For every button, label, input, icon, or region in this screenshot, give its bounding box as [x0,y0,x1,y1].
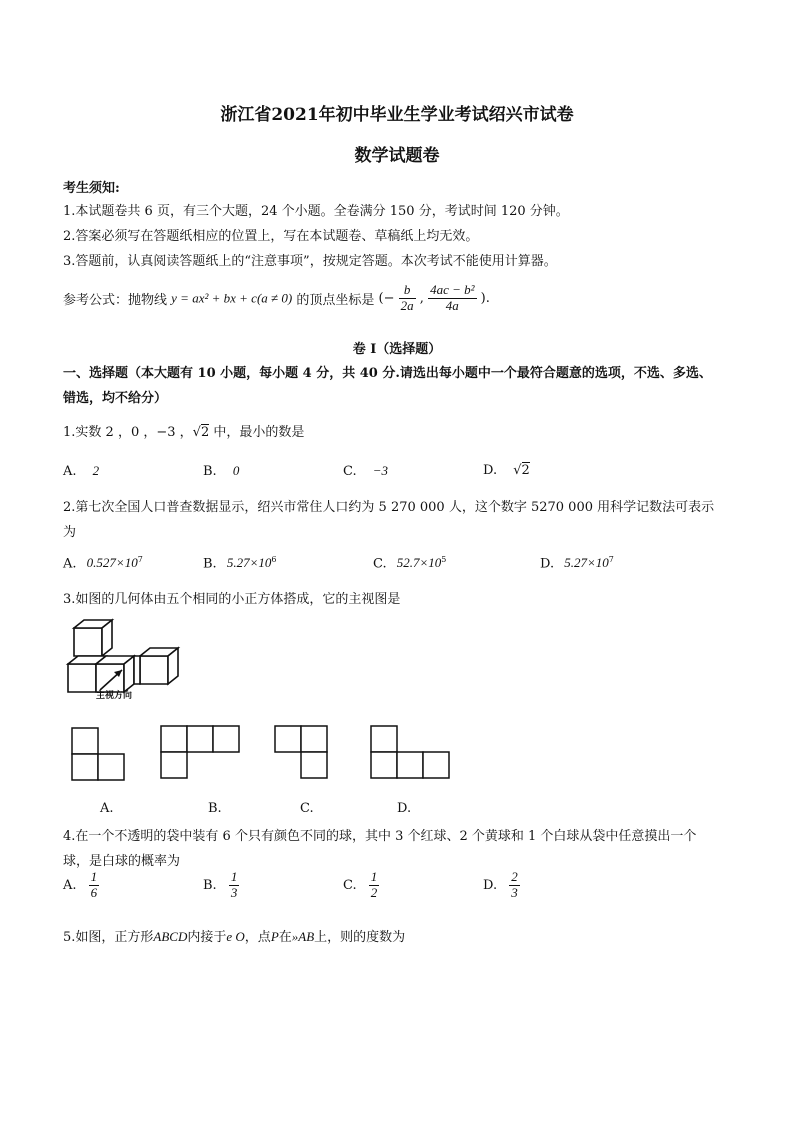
formula-fraction-2-den: 4a [445,297,459,313]
exam-title: 浙江省2021年初中毕业生学业考试绍兴市试卷 [220,105,574,125]
question-3-option-a[interactable]: A. [100,801,114,816]
cube-face [140,656,168,684]
notice-item-3: 3.答题前，认真阅读答题纸上的“注意事项”，按规定答题。本次考试不能使用计算器。 [63,254,557,269]
option-value: 5.27×10 [226,555,272,571]
option-fraction [89,870,100,901]
formula-close: ). [480,290,490,306]
option-fraction [229,870,240,901]
question-4-option-b[interactable] [203,870,239,901]
formula-prefix: 参考公式：抛物线 [63,292,168,308]
notice-item-2: 2.答案必须写在答题纸相应的位置上，写在本试题卷、草稿纸上均无效。 [63,229,479,244]
question-4-option-a[interactable] [63,870,99,901]
question-5-stem-mid-3: 在 [278,930,292,945]
option-value: 0.527×10 [86,555,138,571]
option-exponent: 5 [441,555,447,564]
question-2-option-d[interactable] [540,555,614,571]
question-4-option-d[interactable] [483,870,520,901]
question-4-stem-line-2: 球，是白球的概率为 [63,854,181,869]
question-5-stem-post: 上，则的度数为 [314,930,406,945]
option-letter: B. [203,556,217,572]
question-3-option-d[interactable]: D. [397,801,412,816]
volume-heading: 卷 I（选择题） [352,342,442,357]
option-value: 2 [92,463,100,478]
section-heading-line-1: 一、选择题（本大题有 10 小题，每小题 4 分，共 40 分.请选出每小题中一个最符合题意的选项，不选、多选、 [63,366,712,381]
question-4-stem-line-1: 4.在一个不透明的袋中装有 6 个只有颜色不同的球，其中 3 个红球、2 个黄球和 1 个白球从袋中任意摸出一个 [63,829,697,844]
option-letter: B. [203,877,217,893]
reference-formula [63,283,490,314]
section-heading-line-2: 错选，均不给分） [63,391,168,406]
cube-face [68,664,96,692]
option-value: 2 [521,463,530,478]
formula-fraction-2 [428,283,476,314]
option-a-figure [68,724,128,782]
point-label: P [270,929,279,944]
arc-label: »AB [291,929,315,944]
option-value: −3 [372,463,389,478]
fraction-denominator: 6 [90,884,98,900]
formula-fraction-2-num: 4ac − b² [430,282,475,297]
question-3-stem: 3.如图的几何体由五个相同的小正方体搭成，它的主视图是 [63,592,401,607]
option-fraction [509,870,520,901]
fraction-denominator: 2 [370,884,378,900]
cube-face [134,656,140,684]
question-2-option-a[interactable] [63,555,143,571]
option-b-figure [157,722,247,780]
option-exponent: 7 [137,555,143,564]
fraction-denominator: 3 [511,884,518,900]
option-letter: D. [540,556,555,572]
option-exponent: 6 [271,555,277,564]
question-3-option-c[interactable]: C. [300,801,314,816]
option-letter: D. [483,877,498,893]
option-fraction [369,870,380,901]
fraction-numerator: 2 [511,869,518,884]
formula-fraction-1 [399,283,416,314]
cube-face [74,628,102,656]
option-value: 52.7×10 [396,555,442,571]
circle-label: e O [226,929,245,944]
question-2-stem-line-2: 为 [63,525,77,540]
question-1-sqrt-value: 2 [200,425,210,440]
formula-open: (− [378,290,395,306]
formula-comma: , [419,290,424,306]
sqrt-symbol: √ [513,463,522,478]
notice-heading: 考生须知: [63,181,120,196]
question-1-stem-pre: 1.实数 2 ，0 ，−3 ， [63,425,193,440]
option-letter: C. [343,877,357,893]
question-4-option-c[interactable] [343,870,379,901]
option-value: 5.27×10 [564,555,609,571]
option-c-figure [271,722,335,780]
figure-label: 主视方向 [96,691,133,701]
question-1-option-a[interactable] [63,463,99,479]
option-letter: C. [343,464,357,479]
question-5-stem-mid-2: ，点 [244,930,271,945]
question-1-option-d[interactable] [483,463,530,478]
option-letter: A. [63,464,77,479]
question-3-option-b[interactable]: B. [208,801,222,816]
exam-subtitle: 数学试题卷 [354,146,440,166]
option-d-figure [367,722,457,780]
notice-item-1: 1.本试题卷共 6 页，有三个大题，24 个小题。全卷满分 150 分，考试时间 120 分钟。 [63,204,569,219]
question-2-option-c[interactable] [373,555,446,571]
question-1-option-c[interactable] [343,463,388,479]
option-letter: D. [483,463,498,478]
option-value: 0 [232,463,240,478]
option-exponent: 7 [608,555,614,564]
option-letter: B. [203,464,217,479]
formula-equation: y = ax² + bx + c(a ≠ 0) [171,290,293,306]
option-letter: C. [373,556,387,572]
option-letter: A. [63,556,77,572]
question-1-option-b[interactable] [203,463,239,479]
question-5-stem [63,926,405,945]
question-5-stem-mid-1: 内接于 [187,930,227,945]
question-5-stem-pre: 5.如图，正方形 [63,930,154,945]
question-2-stem-line-1: 2.第七次全国人口普查数据显示，绍兴市常住人口约为 5 270 000 人，这个数字 5270 000 用科学记数法可表示 [63,500,715,515]
fraction-numerator: 1 [90,869,98,884]
question-1-stem [63,421,304,440]
formula-middle: 的顶点坐标是 [296,292,375,308]
question-1-stem-post: 中，最小的数是 [213,425,305,440]
fraction-denominator: 3 [230,884,238,900]
square-label: ABCD [153,929,188,944]
formula-fraction-1-num: b [399,283,416,299]
fraction-numerator: 1 [230,869,238,884]
sqrt-symbol: √ [192,425,201,440]
question-2-option-b[interactable] [203,555,276,571]
formula-fraction-1-den: 2a [400,297,414,313]
fraction-numerator: 1 [370,869,378,884]
option-letter: A. [63,877,77,893]
